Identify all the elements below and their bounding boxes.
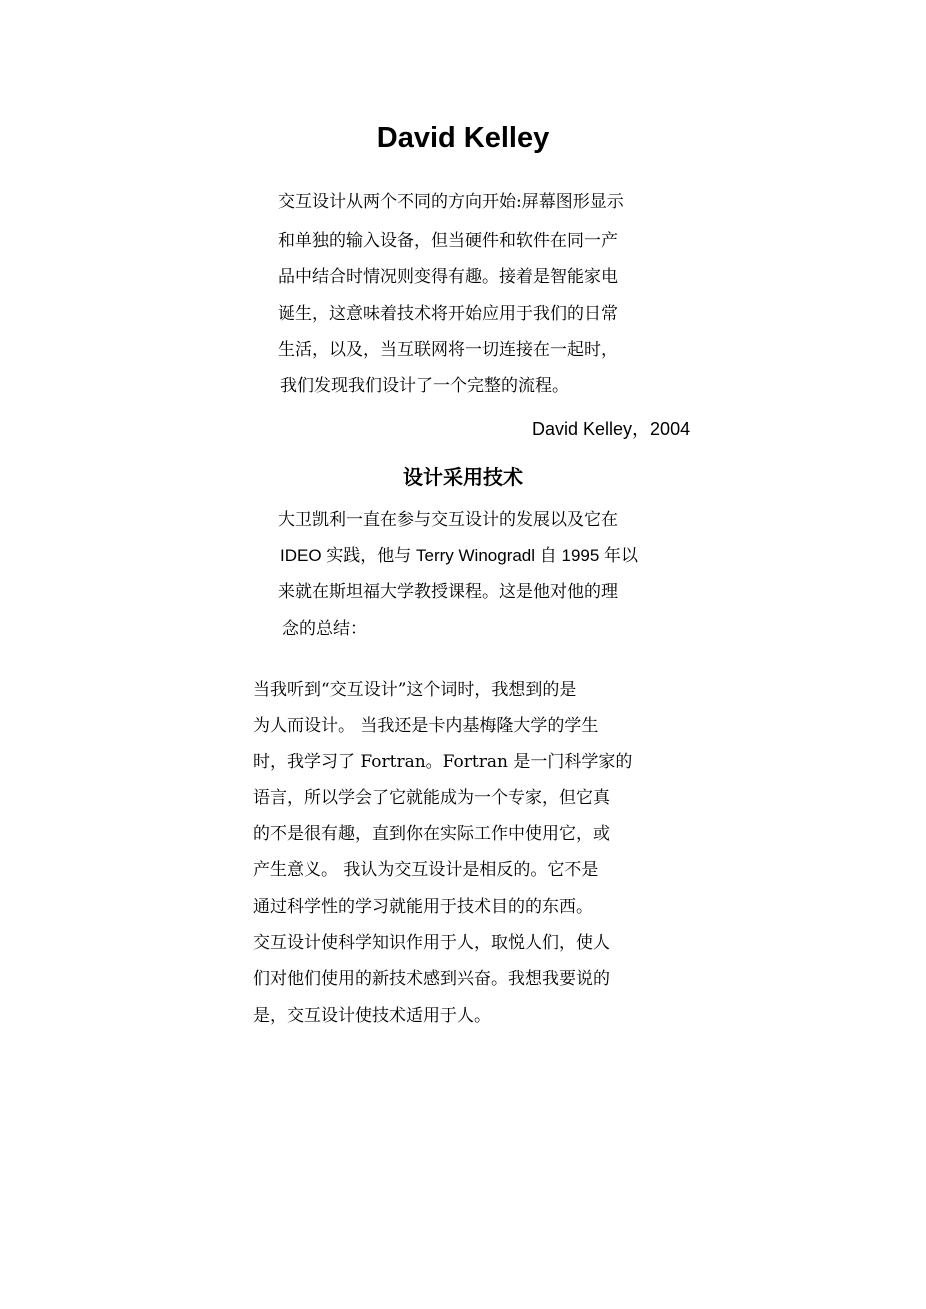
body-line: 当我听到“交互设计”这个词时，我想到的是	[253, 680, 577, 700]
body-line: 通过科学性的学习就能用于技术目的的东西。	[253, 897, 593, 917]
quote-line: 我们发现我们设计了一个完整的流程。	[280, 376, 569, 396]
body-line: 是，交互设计使技术适用于人。	[253, 1006, 491, 1026]
body-line: 的不是很有趣，直到你在实际工作中使用它，或	[253, 824, 610, 844]
quote-line: 品中结合时情况则变得有趣。接着是智能家电	[278, 267, 618, 287]
body-line: 交互设计使科学知识作用于人，取悦人们，使人	[253, 933, 610, 953]
section-title: 设计采用技术	[403, 465, 523, 489]
intro-line: 大卫凯利一直在参与交互设计的发展以及它在	[278, 510, 618, 530]
intro-line: IDEO 实践，他与 Terry Winogradl 自 1995 年以	[280, 546, 639, 565]
body-line: 们对他们使用的新技术感到兴奋。我想我要说的	[253, 969, 610, 989]
intro-line: 念的总结：	[282, 619, 367, 639]
quote-line: 生活，以及，当互联网将一切连接在一起时，	[278, 340, 618, 360]
quote-line: 和单独的输入设备，但当硬件和软件在同一产	[278, 231, 618, 251]
body-line: 为人而设计。 当我还是卡内基梅隆大学的学生	[253, 716, 599, 736]
intro-line: 来就在斯坦福大学教授课程。这是他对他的理	[278, 582, 618, 602]
quote-line: 交互设计从两个不同的方向开始:屏幕图形显示	[278, 192, 624, 212]
body-line: 时，我学习了 Fortran。Fortran 是一门科学家的	[253, 752, 633, 772]
body-line: 语言，所以学会了它就能成为一个专家，但它真	[253, 788, 610, 808]
quote-attribution: David Kelley，2004	[532, 419, 691, 439]
page-title: David Kelley	[376, 122, 550, 154]
quote-line: 诞生，这意味着技术将开始应用于我们的日常	[278, 304, 618, 324]
body-line: 产生意义。 我认为交互设计是相反的。它不是	[253, 860, 599, 880]
